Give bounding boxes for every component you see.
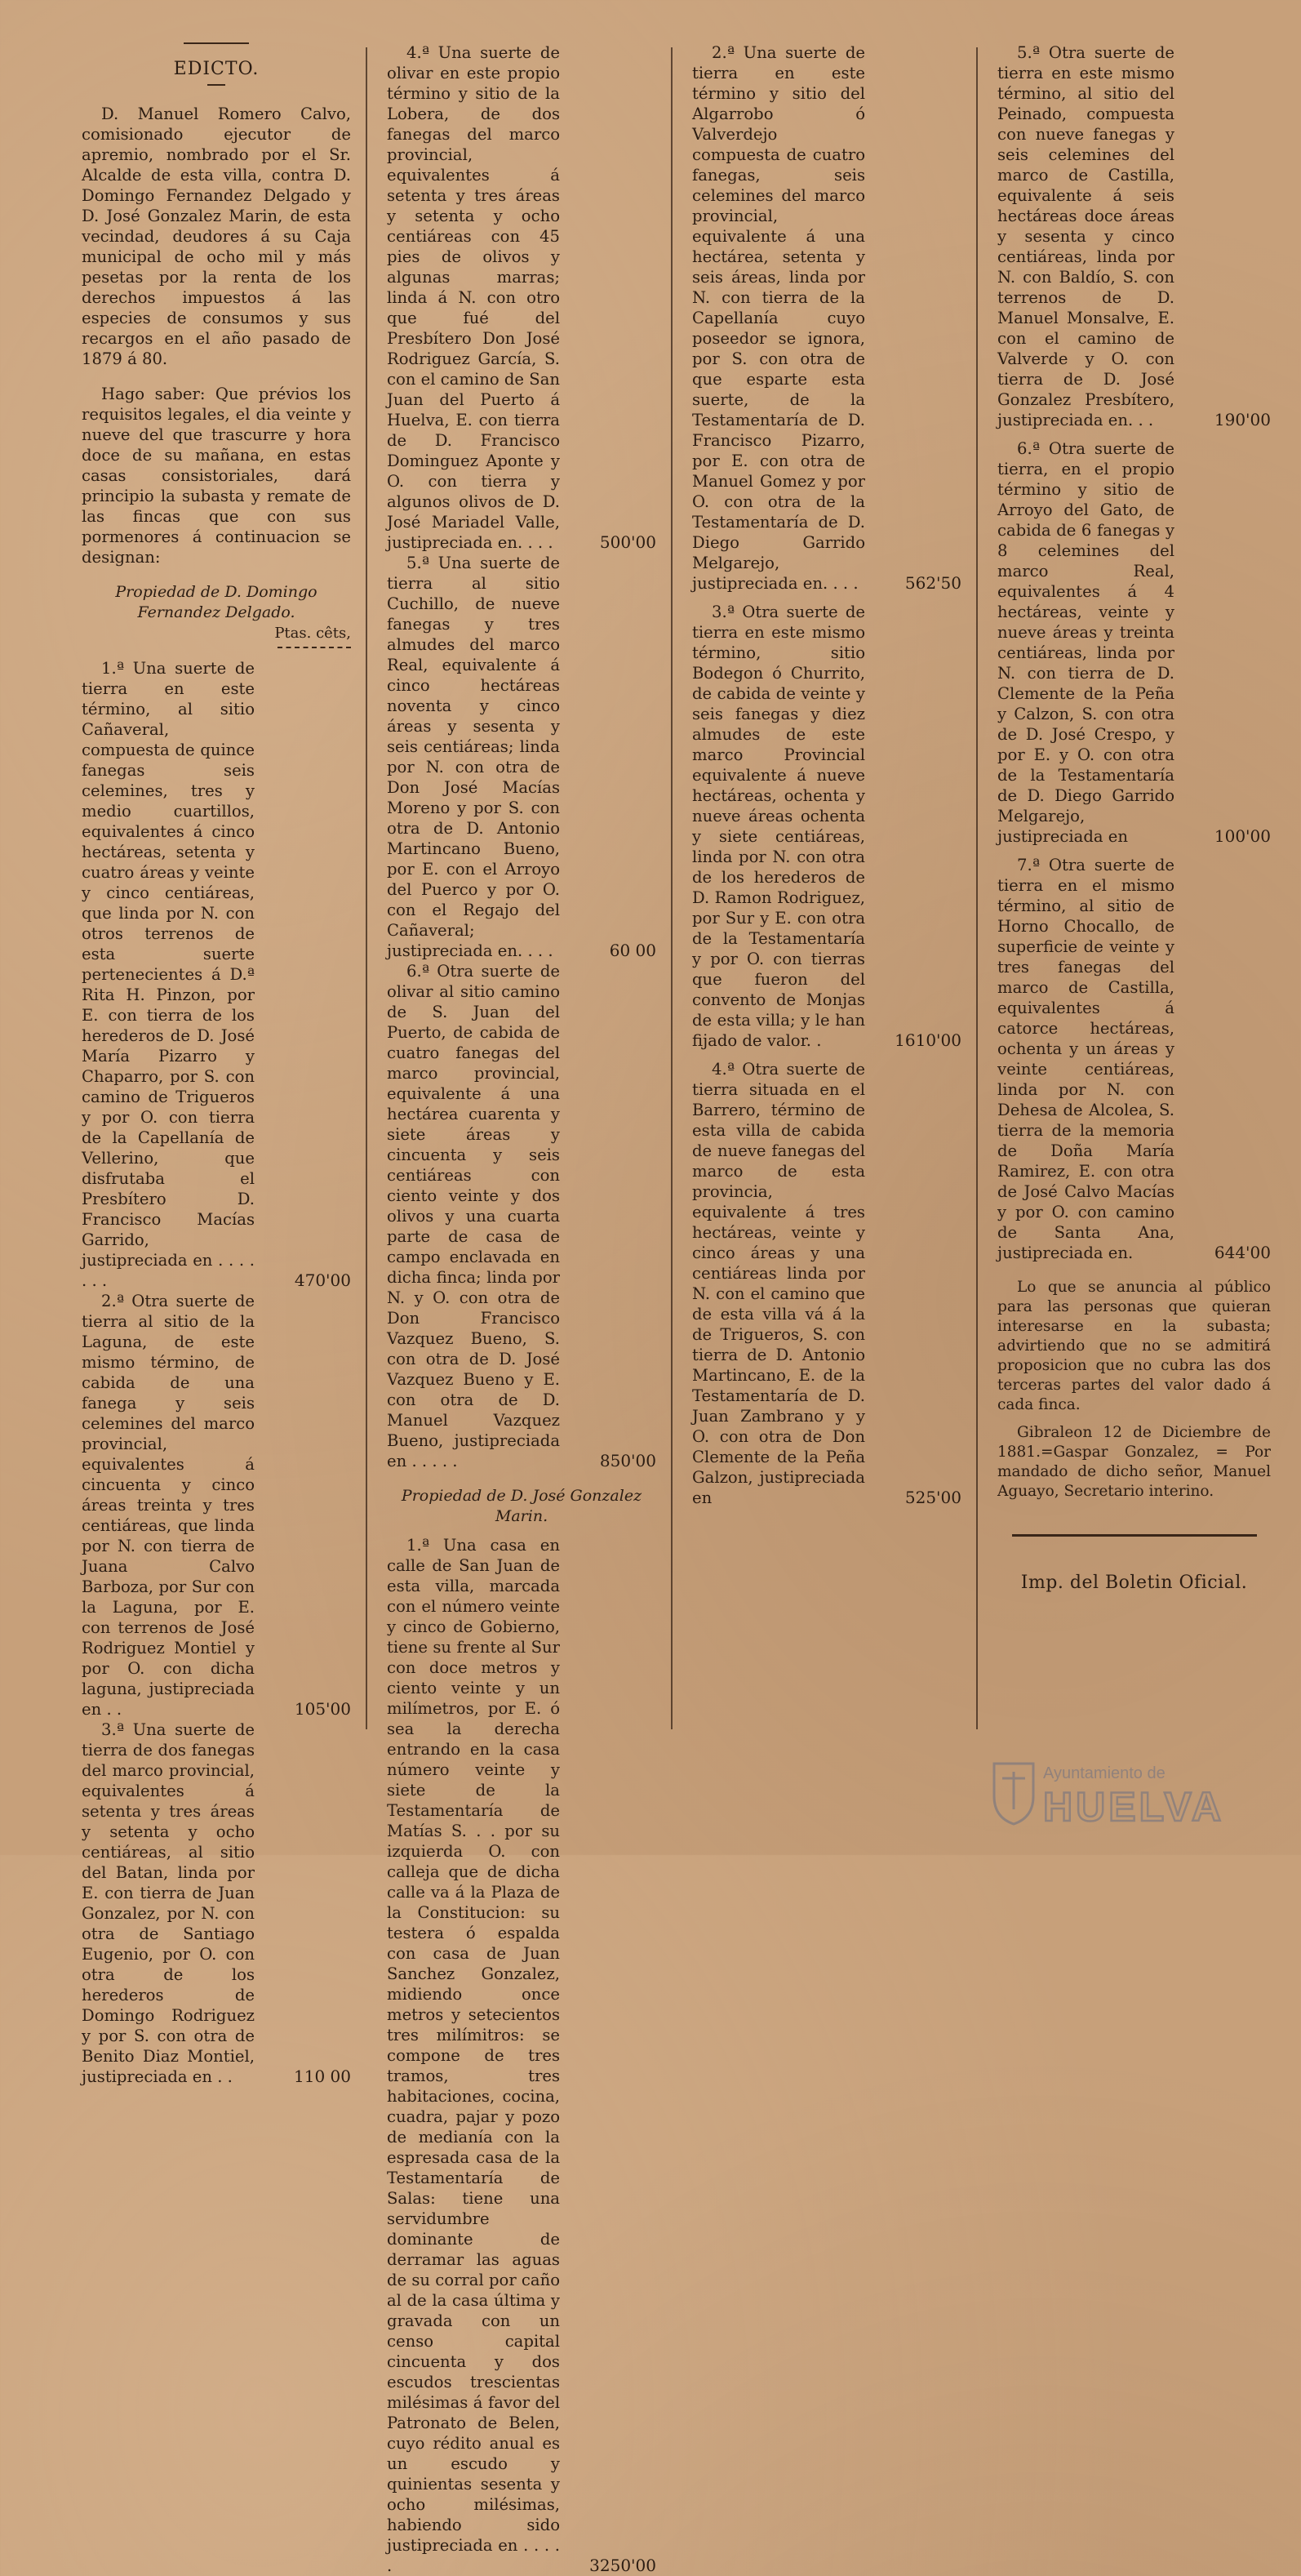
column-4 — [997, 42, 1271, 1593]
lot-item — [82, 658, 351, 1291]
ayuntamiento-huelva-watermark — [986, 1754, 1268, 1829]
intro-paragraph-1: D. Manuel Romero Calvo, comisionado ejecutor de apremio, nombrado por el Sr. Alcalde de esta villa, contra D. Domingo Fernandez Delgado y D. José Gonzalez Marin, de esta vecindad, deudores á su Caja municipal de ocho mil y más pesetas por la renta de los derechos impuestos á las especies de consumos y sus recargos en el año pasado de 1879 á 80. — [82, 105, 351, 368]
title-dash — [207, 84, 225, 86]
lot-amount: 100'00 — [1214, 826, 1271, 846]
column-1 — [82, 42, 351, 2087]
lot-item — [387, 42, 656, 553]
lot-item — [82, 1720, 351, 2087]
closing-notice: Lo que se anuncia al público para las personas que quieran interesarse en la subasta; advirtiendo que no se admitirá proposicion que no cubra las dos terceras partes del valor dado á cada finca. — [997, 1279, 1271, 1413]
lot-amount: 500'00 — [599, 532, 656, 552]
lot-amount: 644'00 — [1214, 1243, 1271, 1262]
printer-credit: Imp. del Boletin Oficial. — [1020, 1573, 1248, 1593]
lot-description: 1.ª Una suerte de tierra en este término, al sitio Cañaveral, compuesta de quince fanegas seis celemines, tres y medio cuartillos, equivalentes á cinco hectáreas, setenta y cuatro áreas y veinte y cinco centiáreas, que linda por N. con otros terrenos de esta suerte pertenecientes á D.ª Rita H. Pinzon, por E. con tierra de los herederos de D. José María Pizarro y Chaparro, por S. con camino de Trigueros y por O. con tierra de la Capellanía de Vellerino, que disfrutaba el Presbítero D. Francisco Macías Garrido, justipreciada en . . . . . . . — [82, 659, 255, 1290]
lot-description: 4.ª Una suerte de olivar en este propio término y sitio de la Lobera, de dos fanegas del marco provincial, equivalentes á setenta y tres áreas y setenta y ocho centiáreas con 45 pies de olivos y algunas marras; linda á N. con otro que fué del Presbítero Don José Rodriguez García, S. con el camino de San Juan del Puerto á Huelva, E. con tierra de D. Francisco Dominguez Aponte y O. con tierra y algunos olivos de D. José Mariadel Valle, justipreciada en. . . . — [387, 43, 560, 552]
lot-amount: 1610'00 — [895, 1030, 961, 1050]
lot-amount: 525'00 — [904, 1488, 961, 1507]
lot-description: 3.ª Una suerte de tierra de dos fanegas del marco provincial, equivalentes á setenta y tres áreas y setenta y ocho centiáreas, al sitio del Batan, linda por E. con tierra de Juan Gonzalez, por N. con otra de Santiago Eugenio, por O. con otra de los herederos de Domingo Rodriguez y por S. con otra de Benito Diaz Montiel, justipreciada en . . — [82, 1720, 255, 2086]
lot-item — [997, 42, 1271, 430]
section-1-heading: Propiedad de D. Domingo Fernandez Delgado. — [115, 583, 317, 621]
lot-description: 6.ª Otra suerte de tierra, en el propio término y sitio de Arroyo del Gato, de cabida de 6 fanegas y 8 celemines del marco Real, equivalentes á 4 hectáreas, veinte y nueve áreas y treinta centiáreas, linda por N. con tierra de D. Clemente de la Peña y Calzon, S. con otra de D. José Crespo, y por E. y O. con otra de la Testamentaría de D. Diego Garrido Melgarejo, justipreciada en — [997, 439, 1174, 846]
currency-rule — [278, 647, 351, 648]
lot-amount: 470'00 — [294, 1270, 351, 1290]
column-2 — [387, 42, 656, 2576]
column-separator — [671, 47, 673, 1729]
lot-description: 3.ª Otra suerte de tierra en este mismo término, sitio Bodegon ó Churrito, de cabida de veinte y seis fanegas y diez almudes de este marco Provincial equivalente á nueve hectáreas, ochenta y nueve áreas ochenta y siete centiáreas, linda por N. con otra de los herederos de D. Ramon Rodriguez, por Sur y E. con otra de la Testamentaría y por O. con tierras que fueron del convento de Monjas de esta villa; y le han fijado de valor. . — [692, 603, 865, 1050]
lot-description: 5.ª Una suerte de tierra al sitio Cuchillo, de nueve fanegas y tres almudes del marco Real, equivalente á cinco hectáreas noventa y cinco áreas y sesenta y seis centiáreas; linda por N. con otra de Don José Macías Moreno y por S. con otra de D. Antonio Martincano Bueno, por E. con el Arroyo del Puerco y por O. con el Regajo del Cañaveral; justipreciada en. . . . — [387, 554, 560, 960]
lot-item — [387, 961, 656, 1471]
lot-amount: 562'50 — [904, 573, 961, 593]
top-rule — [184, 42, 249, 44]
intro-paragraph-2: Hago saber: Que prévios los requisitos legales, el dia veinte y nueve del que trascurre y hora doce de su mañana, en estas casas consistoriales, dará principio la subasta y remate de las fincas que con sus pormenores á continuacion se designan: — [82, 385, 351, 567]
lot-description: 5.ª Otra suerte de tierra en este mismo término, al sitio del Peinado, compuesta con nueve fanegas y seis celemines del marco de Castilla, equivalente á seis hectáreas doce áreas y sesenta y cinco centiáreas, linda por N. con Baldío, S. con terrenos de D. Manuel Monsalve, E. con el camino de Valverde y O. con tierra de D. José Gonzalez Presbítero, justipreciada en. . . — [997, 43, 1174, 429]
lot-amount: 60 00 — [609, 941, 656, 960]
column-separator — [976, 47, 978, 1729]
lot-item — [82, 1291, 351, 1720]
lot-description: 2.ª Otra suerte de tierra al sitio de la Laguna, de este mismo término, de cabida de una fanega y seis celemines del marco provincial, equivalentes á cincuenta y cinco áreas treinta y tres centiáreas, que linda por N. con tierra de Juana Calvo Barboza, por Sur con la Laguna, por E. con terrenos de José Rodriguez Montiel y por O. con dicha laguna, justipreciada en . . — [82, 1292, 255, 1719]
lot-amount: 3250'00 — [589, 2556, 656, 2575]
lot-item — [387, 1535, 656, 2576]
lot-description: 7.ª Otra suerte de tierra en el mismo término, al sitio de Horno Chocallo, de superficie de veinte y tres fanegas del marco de Castilla, equivalentes á catorce hectáreas, ochenta y un áreas y veinte centiáreas, linda por N. con Dehesa de Alcolea, S. tierra de la memoria de Doña María Ramirez, E. con otra de José Calvo Macías y por O. con camino de Santa Ana, justipreciada en. — [997, 856, 1174, 1262]
lot-amount: 190'00 — [1214, 410, 1271, 429]
lot-description: 1.ª Una casa en calle de San Juan de esta villa, marcada con el número veinte y cinco de Gobierno, tiene su frente al Sur con doce metros y ciento veinte y un milímetros, por E. ó sea la derecha entrando en la casa número veinte y siete de la Testamentaría de Matías S. . . por su izquierda O. con calleja que de dicha calle va á la Plaza de la Constitucion: su testera ó espalda con casa de Juan Sanchez Gonzalez, midiendo once metros y setecientos tres milímitros: se compone de tres tramos, tres habitaciones, cocina, cuadra, pajar y pozo de medianía con la espresada casa de la Testamentaría de Salas: tiene una servidumbre dominante de derramar las aguas de su corral por caño al de la casa última y gravada con un censo capital cincuenta y dos escudos trescientas milésimas á favor del Patronato de Belen, cuyo rédito anual es un escudo y quinientas sesenta y ocho milésimas, habiendo sido justipreciada en . . . . . — [387, 1536, 560, 2575]
watermark-line-1: Ayuntamiento de — [1043, 1764, 1166, 1782]
currency-header: Ptas. cêts, — [274, 625, 351, 642]
lot-item — [692, 1059, 961, 1508]
lot-description: 2.ª Una suerte de tierra en este término y sitio del Algarrobo ó Valverdejo compuesta de cuatro fanegas, seis celemines del marco provincial, equivalente á una hectárea, setenta y seis áreas, linda por N. con tierra de la Capellanía cuyo poseedor se ignora, por S. con otra de que esparte esta suerte, de la Testamentaría de D. Francisco Pizarro, por E. con otra de Manuel Gomez y por O. con otra de la Testamentaría de D. Diego Garrido Melgarejo, justipreciada en. . . . — [692, 43, 865, 593]
lot-description: 4.ª Otra suerte de tierra situada en el Barrero, término de esta villa de cabida de nueve fanegas del marco de esta provincia, equivalente á tres hectáreas, veinte y cinco áreas y una centiáreas linda por N. con el camino que de esta villa vá á la de Trigueros, S. con tierra de D. Antonio Martincano, E. de la Testamentaría de D. Juan Zambrano y y O. con otra de Don Clemente de la Peña Galzon, justipreciada en — [692, 1060, 865, 1507]
column-separator — [366, 47, 367, 1729]
lot-item — [692, 42, 961, 594]
lot-item — [997, 438, 1271, 847]
lot-item — [387, 553, 656, 961]
shield-icon — [994, 1764, 1033, 1824]
lot-amount: 850'00 — [599, 1451, 656, 1470]
footer-rule — [1012, 1534, 1257, 1537]
lot-item — [997, 855, 1271, 1263]
lot-description: 6.ª Otra suerte de olivar al sitio camino de S. Juan del Puerto, de cabida de cuatro fanegas del marco provincial, equivalente á una hectárea cuarenta y siete áreas y cincuenta y seis centiáreas con ciento veinte y dos olivos y una cuarta parte de casa de campo enclavada en dicha finca; linda por N. y O. con otra de Don Francisco Vazquez Bueno, S. con otra de D. José Vazquez Bueno y E. con otra de D. Manuel Vazquez Bueno, justipreciada en . . . . . — [387, 962, 560, 1470]
lot-item — [692, 602, 961, 1051]
section-2-heading: Propiedad de D. José Gonzalez Marin. — [401, 1487, 642, 1525]
lot-amount: 110 00 — [294, 2067, 351, 2086]
lot-amount: 105'00 — [294, 1699, 351, 1719]
closing-signature: Gibraleon 12 de Diciembre de 1881.=Gaspar Gonzalez, = Por mandado de dicho señor, Manuel Aguayo, Secretario interino. — [997, 1424, 1271, 1500]
edict-title: EDICTO. — [173, 59, 260, 79]
column-3 — [692, 42, 961, 1508]
watermark-line-2: HUELVA — [1043, 1784, 1225, 1829]
